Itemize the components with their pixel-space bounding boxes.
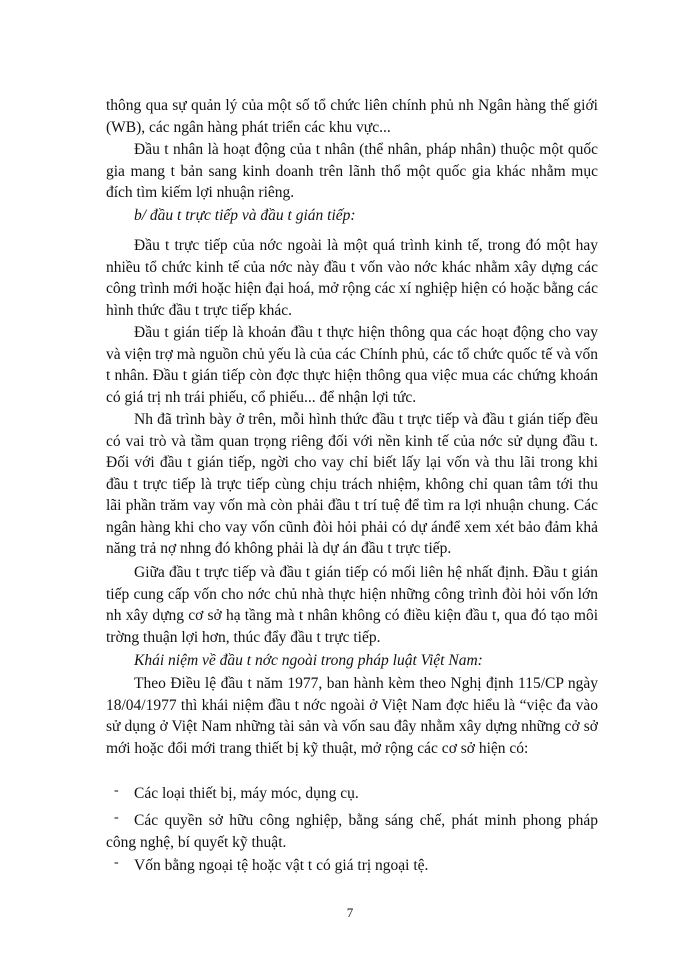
- list-item: [106, 783, 598, 805]
- bullet-text-equipment: Các loại thiết bị, máy móc, dụng cụ.: [134, 785, 359, 802]
- heading-legal-concept: Khái niệm về đầu t nớc ngoài trong pháp luật Việt Nam:: [134, 652, 483, 669]
- bullet-text-foreign-currency: Vốn bằng ngoại tệ hoặc vật t có giá trị ngoại tệ.: [134, 857, 429, 874]
- paragraph-multilateral-lending: thông qua sự quản lý của một số tổ chức liên chính phủ nh Ngân hàng thế giới (WB), các ngân hàng phát triển các khu vực...: [106, 97, 598, 136]
- bullet-dash: -: [114, 783, 119, 798]
- bullet-text-intellectual-property: Các quyền sở hữu công nghiệp, bằng sáng chế, phát minh phong pháp công nghệ, bí quyết kỹ thuật.: [106, 812, 598, 851]
- bullet-dash: -: [114, 810, 119, 825]
- paragraph-legal-definition: Theo Điều lệ đầu t năm 1977, ban hành kèm theo Nghị định 115/CP ngày 18/04/1977 thì khái niệm đầu t nớc ngoài ở Việt Nam đợc hiểu là “việc đa vào sử dụng ở Việt Nam những tài sản và vốn sau đây nhằm xây dựng những cở sở mới hoặc đổi mới trang thiết bị kỹ thuật, mở rộng các cơ sở hiện có:: [106, 675, 598, 757]
- page-number: 7: [346, 905, 354, 920]
- paragraph-direct-investment: Đầu t trực tiếp của nớc ngoài là một quá trình kinh tế, trong đó một hay nhiều tổ chức kinh tế của nớc này đầu t vốn vào nớc khác nhằm xây dựng các công trình mới hoặc hiện đại hoá, mở rộng các xí nghiệp hiện có hoặc bằng các hình thức đầu t trực tiếp khác.: [106, 237, 598, 319]
- paragraph-relationship: Giữa đầu t trực tiếp và đầu t gián tiếp có mối liên hệ nhất định. Đầu t gián tiếp cung cấp vốn cho nớc chủ nhà thực hiện những công trình đòi hỏi vốn lớn nh xây dựng cơ sở hạ tầng mà t nhân không có điều kiện đầu t, qua đó tạo môi trờng thuận lợi hơn, thúc đẩy đầu t trực tiếp.: [106, 564, 598, 646]
- paragraph-indirect-investment: Đầu t gián tiếp là khoản đầu t thực hiện thông qua các hoạt động cho vay và viện trợ mà nguồn chủ yếu là của các Chính phủ, các tổ chức quốc tế và vốn t nhân. Đầu t gián tiếp còn đợc thực hiện thông qua việc mua các chứng khoán có giá trị nh trái phiếu, cổ phiếu... để nhận lợi tức.: [106, 324, 598, 406]
- list-item: [106, 855, 598, 877]
- list-item: [106, 810, 598, 853]
- paragraph-comparison: Nh đã trình bày ở trên, mỗi hình thức đầu t trực tiếp và đầu t gián tiếp đều có vai trò và tầm quan trọng riêng đối với nền kinh tế của nớc sử dụng đầu t. Đối với đầu t gián tiếp, ngời cho vay chỉ biết lấy lại vốn và thu lãi trong khi đầu t trực tiếp là trực tiếp cùng chịu trách nhiệm, không chỉ quan tâm tới thu lãi phần trăm vay vốn mà còn phải đầu t trí tuệ để tìm ra lợi nhuận chung. Các ngân hàng khi cho vay vốn cũnh đòi hỏi phải có dự ánđể xem xét bảo đảm khả năng trả nợ nhng đó không phải là dự án đầu t trực tiếp.: [106, 411, 598, 557]
- bullet-dash: -: [114, 855, 119, 870]
- paragraph-private-investment: Đầu t nhân là hoạt động của t nhân (thể nhân, pháp nhân) thuộc một quốc gia mang t bản sang kinh doanh trên lãnh thổ một quốc gia khác nhằm mục đích tìm kiếm lợi nhuận riêng.: [106, 141, 598, 201]
- heading-direct-indirect-investment: b/ đầu t trực tiếp và đầu t gián tiếp:: [134, 207, 356, 224]
